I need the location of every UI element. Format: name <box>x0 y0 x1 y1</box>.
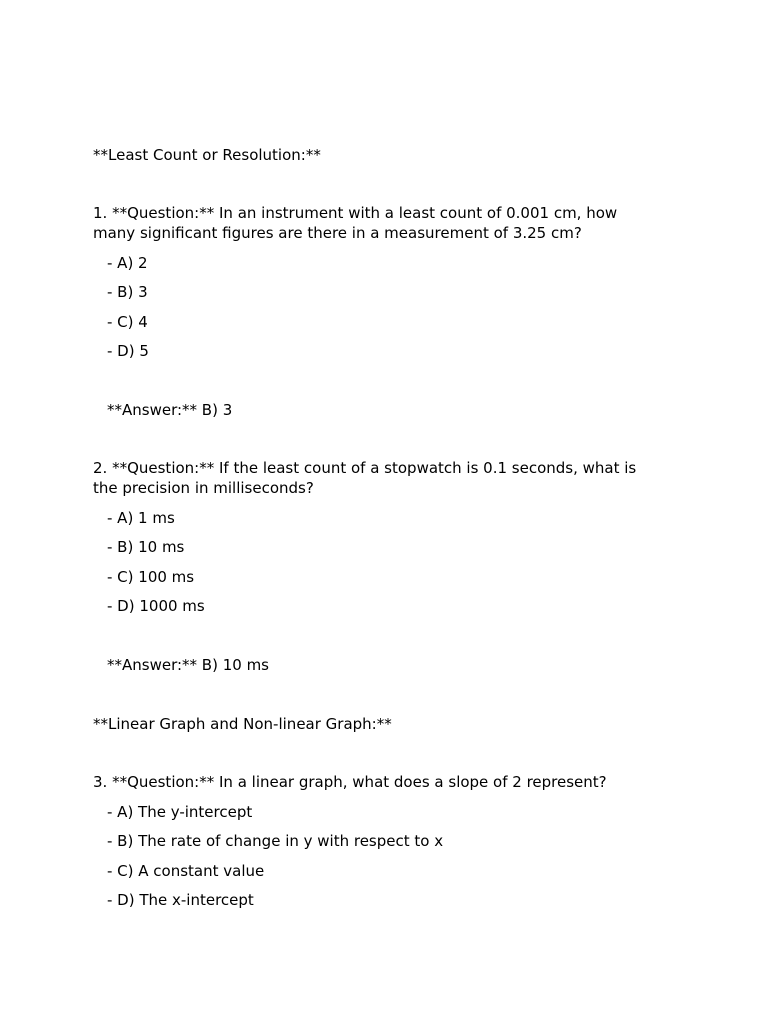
section-heading-least-count: **Least Count or Resolution:** <box>93 146 321 164</box>
question-2-option-a: - A) 1 ms <box>107 509 175 527</box>
question-1-answer: **Answer:** B) 3 <box>107 401 233 419</box>
question-1-option-b: - B) 3 <box>107 283 148 301</box>
question-3-line-1: 3. **Question:** In a linear graph, what does a slope of 2 represent? <box>93 773 607 791</box>
question-1-option-d: - D) 5 <box>107 342 149 360</box>
question-3-option-a: - A) The y-intercept <box>107 803 253 821</box>
question-2-answer: **Answer:** B) 10 ms <box>107 656 269 674</box>
question-2-option-b: - B) 10 ms <box>107 538 185 556</box>
question-1-option-c: - C) 4 <box>107 313 148 331</box>
section-heading-linear-graph: **Linear Graph and Non-linear Graph:** <box>93 715 392 733</box>
question-3-option-b: - B) The rate of change in y with respect to x <box>107 832 444 850</box>
question-2-option-c: - C) 100 ms <box>107 568 195 586</box>
question-2-option-d: - D) 1000 ms <box>107 597 205 615</box>
question-1-line-1: 1. **Question:** In an instrument with a least count of 0.001 cm, how <box>93 204 618 222</box>
question-3-option-d: - D) The x-intercept <box>107 891 254 909</box>
question-1-option-a: - A) 2 <box>107 254 148 272</box>
question-2-line-2: the precision in milliseconds? <box>93 479 314 497</box>
question-3-option-c: - C) A constant value <box>107 862 265 880</box>
question-1-line-2: many significant figures are there in a measurement of 3.25 cm? <box>93 224 582 242</box>
question-2-line-1: 2. **Question:** If the least count of a stopwatch is 0.1 seconds, what is <box>93 459 637 477</box>
